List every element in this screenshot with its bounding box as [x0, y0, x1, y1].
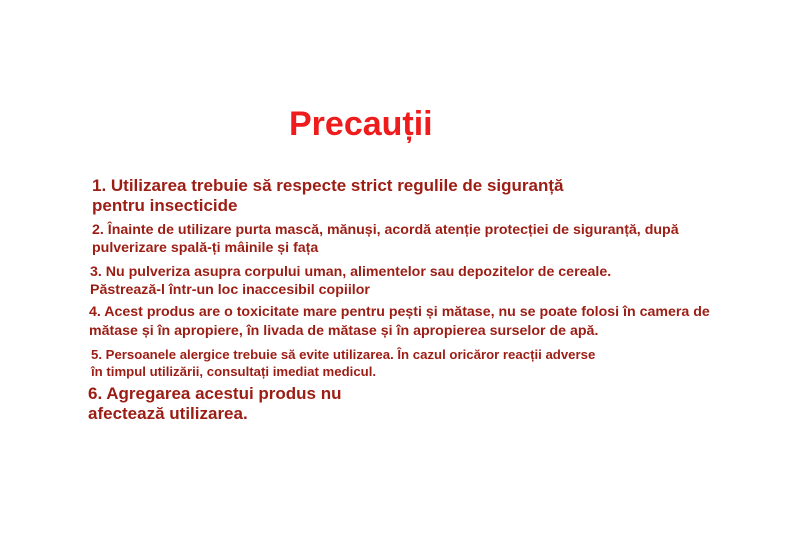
precaution-item-3: [90, 263, 611, 299]
precaution-item-4: [89, 303, 710, 341]
precaution-item-4-line-2: mătase și în apropiere, în livada de mătase și în apropierea surselor de apă.: [89, 323, 599, 339]
precaution-item-2: [92, 221, 679, 257]
precaution-item-5: [91, 346, 595, 380]
precaution-item-2-line-2: pulverizare spală-ți mâinile și fața: [92, 240, 319, 256]
precaution-item-2-line-1: 2. Înainte de utilizare purta mască, mănuși, acordă atenție protecției de siguranță, după: [92, 222, 679, 238]
precaution-item-5-line-2: în timpul utilizării, consultați imediat medicul.: [91, 364, 377, 379]
precaution-item-6-line-2: afectează utilizarea.: [88, 404, 248, 423]
precaution-item-3-line-2: Păstrează-l într-un loc inaccesibil copiilor: [90, 282, 370, 298]
precaution-item-6: [88, 384, 342, 424]
precaution-item-1: [92, 176, 563, 216]
precaution-item-4-line-1: 4. Acest produs are o toxicitate mare pentru pești și mătase, nu se poate folosi în camera de: [89, 304, 710, 320]
precaution-item-5-line-1: 5. Persoanele alergice trebuie să evite utilizarea. În cazul oricăror reacții adverse: [91, 347, 596, 362]
precaution-item-3-line-1: 3. Nu pulveriza asupra corpului uman, alimentelor sau depozitelor de cereale.: [90, 264, 612, 280]
precaution-item-6-line-1: 6. Agregarea acestui produs nu: [88, 384, 342, 403]
page-title: Precauții: [289, 105, 433, 143]
precaution-item-1-line-2: pentru insecticide: [92, 196, 238, 215]
precaution-item-1-line-1: 1. Utilizarea trebuie să respecte strict regulile de siguranță: [92, 176, 564, 195]
